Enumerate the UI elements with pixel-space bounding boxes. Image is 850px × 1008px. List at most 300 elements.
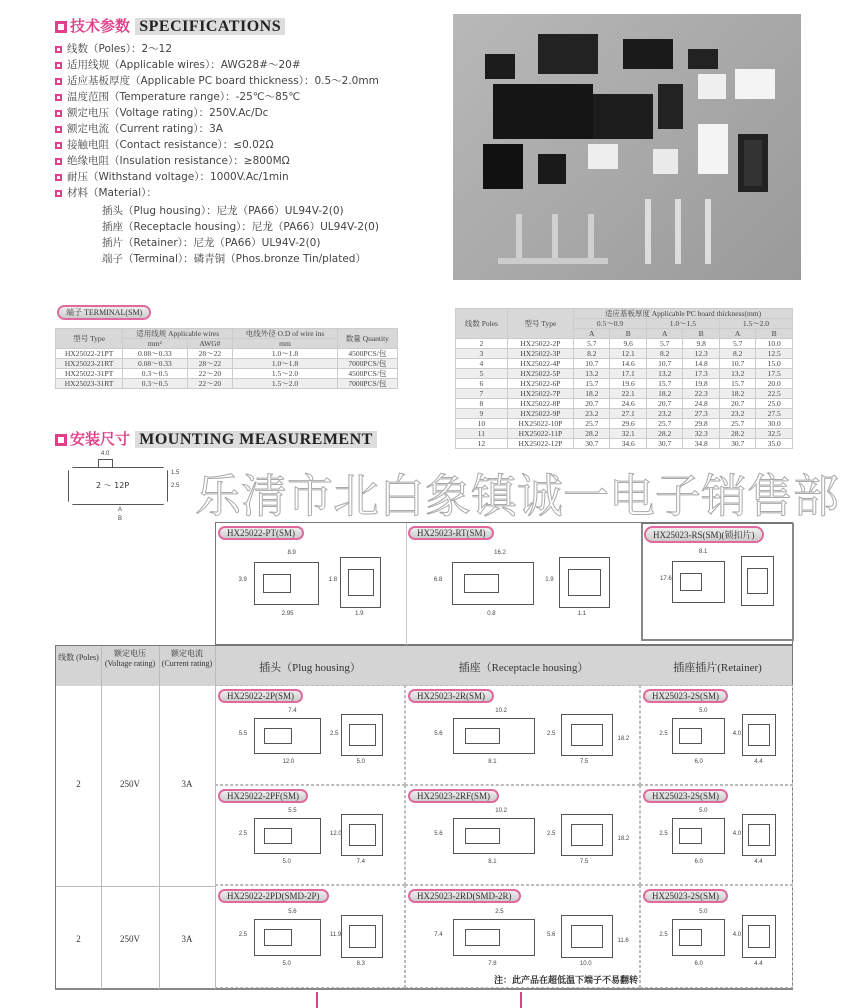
part-outline bbox=[264, 929, 293, 945]
arrow-marker bbox=[316, 992, 318, 1008]
table-row bbox=[56, 349, 398, 359]
table-cell: HX25022-21PT bbox=[56, 349, 123, 359]
table-cell: 5 bbox=[456, 369, 508, 379]
drawing-cell bbox=[405, 685, 640, 785]
table-cell: 1.0～1.8 bbox=[233, 349, 338, 359]
table-cell: 18.2 bbox=[719, 389, 755, 399]
dimension-label: 5.6 bbox=[434, 831, 443, 837]
dimension-label: 7.5 bbox=[579, 859, 589, 865]
dimension-label: 11.6 bbox=[617, 937, 629, 944]
table-cell: 23.2 bbox=[719, 409, 755, 419]
dimension-label: 16.2 bbox=[494, 549, 506, 556]
table-cell: 4 bbox=[456, 359, 508, 369]
table-cell: 30.7 bbox=[574, 439, 610, 449]
table-row bbox=[456, 349, 793, 359]
dimension-label: 7.4 bbox=[434, 932, 443, 939]
table-cell: 0.08～0.33 bbox=[123, 349, 187, 359]
table-cell: 29.6 bbox=[610, 419, 646, 429]
dimension-label: 7.4 bbox=[288, 708, 297, 714]
ab-header: A bbox=[646, 329, 682, 339]
dimension-label: 10.2 bbox=[495, 708, 507, 714]
table-cell: HX25022-8P bbox=[507, 399, 573, 409]
terminal-title: 端子 TERMINAL(SM) bbox=[57, 305, 151, 320]
part-outline bbox=[263, 574, 291, 593]
part-outline bbox=[571, 724, 604, 746]
table-cell: 12.3 bbox=[683, 349, 719, 359]
terminal-table bbox=[55, 328, 398, 389]
row-voltage: 250V bbox=[120, 934, 140, 944]
table-row bbox=[456, 429, 793, 439]
spec-text: 适用线规（Applicable wires）：AWG28#～20# bbox=[67, 59, 301, 71]
table-cell: 19.6 bbox=[610, 379, 646, 389]
part-outline bbox=[680, 573, 703, 592]
dimension-label: 4.0 bbox=[732, 731, 742, 737]
col-poles: 线数 Poles bbox=[456, 309, 508, 339]
thickness-range: 1.0～1.5 bbox=[646, 319, 719, 329]
drawing-cell bbox=[640, 685, 793, 785]
dim: A bbox=[118, 507, 123, 513]
square-bullet-icon bbox=[55, 190, 62, 197]
part-outline bbox=[465, 728, 500, 744]
table-cell: 15.0 bbox=[756, 359, 793, 369]
dimension-label: 1.1 bbox=[577, 611, 587, 618]
table-cell: HX25022-6P bbox=[507, 379, 573, 389]
square-bullet-icon bbox=[55, 174, 62, 181]
table-cell: 28.2 bbox=[574, 429, 610, 439]
spec-text: 额定电压（Voltage rating）：250V.Ac/Dc bbox=[67, 107, 269, 119]
ab-header: B bbox=[610, 329, 646, 339]
dimension-label: 7.8 bbox=[488, 961, 497, 968]
spec-item bbox=[55, 105, 268, 120]
table-cell: 19.8 bbox=[683, 379, 719, 389]
dimension-label: 17.6 bbox=[660, 576, 672, 583]
spec-text: 接触电阻（Contact resistance）：≤0.02Ω bbox=[67, 139, 274, 151]
watermark: 乐清市北白象镇诚一电子销售部 bbox=[195, 469, 839, 523]
table-row bbox=[456, 419, 793, 429]
table-cell: 34.6 bbox=[610, 439, 646, 449]
table-cell: 8.2 bbox=[646, 349, 682, 359]
table-cell: 35.0 bbox=[756, 439, 793, 449]
table-cell: 22.5 bbox=[756, 389, 793, 399]
col-voltage: 额定电压 (Voltage rating) bbox=[104, 649, 156, 668]
square-bullet-icon bbox=[55, 46, 62, 53]
dimension-label: 2.5 bbox=[659, 731, 668, 737]
row-voltage: 250V bbox=[120, 779, 140, 789]
table-cell: 10.0 bbox=[756, 339, 793, 349]
table-cell: 10.7 bbox=[719, 359, 755, 369]
col-thickness: 适应基板厚度 Applicable PC board thickness(mm) bbox=[574, 309, 793, 319]
part-label: HX25022-2PD(SMD-2P) bbox=[218, 889, 329, 903]
part-outline bbox=[465, 929, 500, 945]
specs-heading-cn: 技术参数 bbox=[70, 17, 131, 35]
dimension-label: 2.5 bbox=[495, 908, 504, 915]
table-cell: 0.3～0.5 bbox=[123, 379, 187, 389]
table-row bbox=[456, 379, 793, 389]
dimension-label: 7.5 bbox=[579, 759, 589, 765]
spec-item bbox=[55, 89, 300, 104]
table-cell: HX25022-9P bbox=[507, 409, 573, 419]
table-cell: 15.7 bbox=[574, 379, 610, 389]
part-outline bbox=[465, 828, 500, 844]
mounting-heading bbox=[55, 428, 377, 449]
dimension-label: 7.4 bbox=[356, 859, 365, 865]
mounting-heading-en: MOUNTING MEASUREMENT bbox=[135, 431, 377, 448]
table-cell: 22.1 bbox=[610, 389, 646, 399]
table-cell: 3 bbox=[456, 349, 508, 359]
part-outline bbox=[571, 925, 604, 948]
table-cell: 20.7 bbox=[719, 399, 755, 409]
table-cell: 28.2 bbox=[646, 429, 682, 439]
dimension-label: 8.1 bbox=[488, 759, 497, 765]
dimension-label: 5.5 bbox=[288, 808, 297, 814]
dimension-label: 12.0 bbox=[282, 759, 295, 765]
table-cell: HX25022-12P bbox=[507, 439, 573, 449]
dimension-label: 5.6 bbox=[547, 932, 556, 939]
spec-text: 温度范围（Temperature range）：-25℃～85℃ bbox=[67, 91, 301, 103]
dimension-label: 5.0 bbox=[356, 759, 365, 765]
material-item: 端子（Terminal）：磷青铜（Phos.bronze Tin/plated） bbox=[102, 253, 366, 265]
row-current: 3A bbox=[181, 779, 193, 789]
drawing-cell bbox=[216, 523, 404, 644]
table-cell: 12 bbox=[456, 439, 508, 449]
col-receptacle-housing: 插座（Receptacle housing） bbox=[458, 662, 589, 674]
table-cell: 17.3 bbox=[683, 369, 719, 379]
part-outline bbox=[349, 724, 376, 746]
table-cell: 0.3～0.5 bbox=[123, 369, 187, 379]
dimension-label: 3.9 bbox=[238, 577, 247, 584]
table-cell: 28.2 bbox=[719, 429, 755, 439]
table-cell: 25.7 bbox=[646, 419, 682, 429]
spec-item bbox=[55, 57, 301, 72]
arrow-marker bbox=[520, 992, 522, 1008]
part-outline bbox=[679, 728, 702, 744]
dimension-label: 5.0 bbox=[699, 908, 708, 915]
table-cell: 12.5 bbox=[756, 349, 793, 359]
table-cell: 20.7 bbox=[646, 399, 682, 409]
col-type: 型号 Type bbox=[507, 309, 573, 339]
note: 注：此产品在超低温下端子不易翻转 bbox=[494, 976, 639, 986]
table-cell: 28～22 bbox=[187, 359, 233, 369]
drawing-cell bbox=[215, 885, 405, 988]
part-outline bbox=[264, 728, 293, 744]
drawing-cell bbox=[405, 885, 640, 988]
table-cell: 13.2 bbox=[719, 369, 755, 379]
table-cell: HX25023-21RT bbox=[56, 359, 123, 369]
table-cell: 7 bbox=[456, 389, 508, 399]
dimension-label: 8.1 bbox=[488, 859, 497, 865]
table-row bbox=[456, 359, 793, 369]
col-mm2: mm² bbox=[123, 339, 187, 349]
table-cell: 28～22 bbox=[187, 349, 233, 359]
dimension-label: 2.5 bbox=[547, 831, 556, 837]
part-label: HX25022-2P(SM) bbox=[218, 689, 303, 703]
drawing-cell bbox=[215, 685, 405, 785]
spec-text: 适应基板厚度（Applicable PC board thickness）：0.5～2.0mm bbox=[67, 75, 379, 87]
part-label: HX25023-2RF(SM) bbox=[408, 789, 499, 803]
dimension-label: 2.95 bbox=[281, 611, 294, 618]
dimension-label: 18.2 bbox=[617, 736, 630, 742]
dimension-label: 6.0 bbox=[694, 859, 703, 865]
part-outline bbox=[264, 828, 293, 844]
part-label: HX25022-2PF(SM) bbox=[218, 789, 308, 803]
table-cell: 25.7 bbox=[719, 419, 755, 429]
square-bullet-icon bbox=[55, 94, 62, 101]
dimension-label: 4.4 bbox=[754, 961, 763, 968]
drawing-cell bbox=[405, 785, 640, 885]
table-cell: HX25022-4P bbox=[507, 359, 573, 369]
material-item: 插座（Receptacle housing）：尼龙（PA66）UL94V-2(0) bbox=[102, 221, 379, 233]
row-poles: 2 bbox=[76, 934, 81, 944]
col-awg: AWG# bbox=[187, 339, 233, 349]
material-item: 插片（Retainer）：尼龙（PA66）UL94V-2(0) bbox=[102, 237, 321, 249]
part-outline bbox=[464, 574, 499, 593]
table-cell: 32.5 bbox=[756, 429, 793, 439]
table-cell: HX25022-10P bbox=[507, 419, 573, 429]
dim: 1.5 bbox=[171, 470, 180, 476]
table-cell: 15.7 bbox=[719, 379, 755, 389]
table-cell: 34.8 bbox=[683, 439, 719, 449]
part-outline bbox=[748, 724, 769, 746]
spec-text: 绝缘电阻（Insulation resistance）：≥800MΩ bbox=[67, 155, 290, 167]
table-cell: 23.2 bbox=[574, 409, 610, 419]
ab-header: B bbox=[756, 329, 793, 339]
square-bullet-icon bbox=[55, 142, 62, 149]
table-cell: 10.7 bbox=[646, 359, 682, 369]
square-bullet-icon bbox=[55, 78, 62, 85]
table-cell: 20.0 bbox=[756, 379, 793, 389]
part-label: HX25023-2S(SM) bbox=[643, 789, 728, 803]
drawing-cell bbox=[215, 785, 405, 885]
table-cell: 0.08～0.33 bbox=[123, 359, 187, 369]
part-outline bbox=[679, 828, 702, 844]
part-outline bbox=[571, 824, 604, 846]
thickness-range: 0.5～0.9 bbox=[574, 319, 647, 329]
col-current: 额定电流 (Current rating) bbox=[161, 649, 213, 668]
dimension-label: 6.0 bbox=[694, 961, 703, 968]
square-bullet-icon bbox=[55, 62, 62, 69]
table-cell: 32.3 bbox=[683, 429, 719, 439]
dimension-label: 4.0 bbox=[732, 932, 742, 939]
dimension-label: 5.0 bbox=[699, 808, 708, 814]
table-cell: 15.7 bbox=[646, 379, 682, 389]
part-label: HX25023-RS(SM)(锁扣片) bbox=[644, 526, 764, 543]
dimension-label: 5.0 bbox=[282, 859, 291, 865]
dimension-label: 5.5 bbox=[238, 731, 248, 737]
dimension-label: 1.9 bbox=[355, 611, 364, 618]
dimension-label: 12.0 bbox=[330, 831, 342, 837]
square-bullet-icon bbox=[55, 110, 62, 117]
part-outline bbox=[747, 568, 768, 594]
product-photo bbox=[453, 14, 801, 280]
thickness-range: 1.5～2.0 bbox=[719, 319, 792, 329]
table-cell: 25.0 bbox=[756, 399, 793, 409]
table-cell: HX25022-7P bbox=[507, 389, 573, 399]
dim: 4.0 bbox=[101, 451, 110, 457]
table-cell: 30.0 bbox=[756, 419, 793, 429]
table-cell: 8.2 bbox=[574, 349, 610, 359]
dimension-label: 5.0 bbox=[699, 708, 708, 714]
dim: B bbox=[118, 516, 123, 522]
table-cell: 22～20 bbox=[187, 369, 233, 379]
drawing-cell bbox=[640, 885, 793, 988]
dimension-label: 11.9 bbox=[330, 932, 342, 939]
row-current: 3A bbox=[181, 934, 193, 944]
table-cell: HX25022-11P bbox=[507, 429, 573, 439]
table-cell: 5.7 bbox=[719, 339, 755, 349]
square-bullet-icon bbox=[55, 434, 67, 446]
dimension-label: 8.3 bbox=[356, 961, 365, 968]
dimension-label: 18.2 bbox=[617, 836, 630, 842]
part-label: HX25023-2RD(SMD-2R) bbox=[408, 889, 521, 903]
dimension-label: 2.5 bbox=[330, 731, 339, 737]
spec-item bbox=[55, 121, 223, 136]
table-cell: HX25022-5P bbox=[507, 369, 573, 379]
ab-header: A bbox=[719, 329, 755, 339]
dimension-label: 8.1 bbox=[699, 548, 708, 555]
col-type: 型号 Type bbox=[56, 329, 123, 349]
table-row bbox=[456, 399, 793, 409]
drawing-cell bbox=[406, 523, 638, 644]
table-cell: 13.2 bbox=[574, 369, 610, 379]
dimension-label: 5.6 bbox=[434, 731, 443, 737]
table-cell: 6 bbox=[456, 379, 508, 389]
dimension-label: 2.5 bbox=[547, 731, 556, 737]
table-cell: HX25023-31RT bbox=[56, 379, 123, 389]
table-cell: HX25022-3P bbox=[507, 349, 573, 359]
col-mm: mm bbox=[233, 339, 338, 349]
dimension-label: 1.9 bbox=[545, 577, 554, 584]
part-label: HX25023-RT(SM) bbox=[408, 526, 494, 540]
table-row bbox=[456, 439, 793, 449]
col-od: 电线外径 O.D of wire ins bbox=[233, 329, 338, 339]
table-cell: 5.7 bbox=[574, 339, 610, 349]
table-cell: 10 bbox=[456, 419, 508, 429]
square-bullet-icon bbox=[55, 21, 67, 33]
table-cell: 23.2 bbox=[646, 409, 682, 419]
part-outline bbox=[748, 925, 769, 948]
table-row bbox=[456, 339, 793, 349]
col-retainer: 插座插片(Retainer) bbox=[673, 662, 762, 674]
dim: 2.5 bbox=[171, 483, 180, 489]
pcb-thickness-table bbox=[455, 308, 793, 449]
table-cell: 24.6 bbox=[610, 399, 646, 409]
mounting-drawing bbox=[68, 451, 180, 525]
table-cell: 20.7 bbox=[574, 399, 610, 409]
table-cell: 9.8 bbox=[683, 339, 719, 349]
table-cell: HX25022-31PT bbox=[56, 369, 123, 379]
table-cell: 17.5 bbox=[756, 369, 793, 379]
poles-range-label: 2 ～ 12P bbox=[96, 481, 130, 490]
square-bullet-icon bbox=[55, 126, 62, 133]
dimension-label: 10.0 bbox=[579, 961, 592, 968]
table-row bbox=[456, 409, 793, 419]
part-outline bbox=[748, 824, 769, 846]
dimension-label: 4.0 bbox=[732, 831, 742, 837]
dimension-label: 10.2 bbox=[495, 808, 507, 814]
drawing-cell bbox=[640, 785, 793, 885]
table-cell: 32.1 bbox=[610, 429, 646, 439]
part-label: HX25023-2S(SM) bbox=[643, 889, 728, 903]
table-cell: 29.8 bbox=[683, 419, 719, 429]
part-outline bbox=[679, 929, 702, 945]
table-cell: 22.3 bbox=[683, 389, 719, 399]
square-bullet-icon bbox=[55, 158, 62, 165]
table-row bbox=[456, 389, 793, 399]
table-cell: 25.7 bbox=[574, 419, 610, 429]
part-outline bbox=[568, 569, 600, 596]
part-label: HX25023-2S(SM) bbox=[643, 689, 728, 703]
table-cell: 30.7 bbox=[646, 439, 682, 449]
table-cell: 17.1 bbox=[610, 369, 646, 379]
table-cell: 12.1 bbox=[610, 349, 646, 359]
spec-text: 材料（Material）： bbox=[67, 187, 157, 199]
table-cell: 1.5～2.0 bbox=[233, 369, 338, 379]
part-label: HX25023-2R(SM) bbox=[408, 689, 494, 703]
table-cell: 9.6 bbox=[610, 339, 646, 349]
table-cell: HX25022-2P bbox=[507, 339, 573, 349]
dimension-label: 6.8 bbox=[433, 577, 443, 584]
table-cell: 7000PCS/包 bbox=[337, 359, 397, 369]
dimension-label: 2.5 bbox=[659, 831, 668, 837]
dimension-label: 8.9 bbox=[287, 549, 296, 556]
table-cell: 9 bbox=[456, 409, 508, 419]
spec-item bbox=[55, 73, 379, 88]
spec-text: 耐压（Withstand voltage）：1000V.Ac/1min bbox=[67, 171, 289, 183]
table-cell: 8 bbox=[456, 399, 508, 409]
col-plug-housing: 插头（Plug housing） bbox=[259, 662, 361, 674]
spec-item bbox=[55, 153, 290, 168]
mounting-heading-cn: 安装尺寸 bbox=[70, 430, 131, 448]
row-poles: 2 bbox=[76, 779, 81, 789]
table-cell: 1.5～2.0 bbox=[233, 379, 338, 389]
material-item: 插头（Plug housing）：尼龙（PA66）UL94V-2(0) bbox=[102, 205, 344, 217]
table-cell: 1.0～1.8 bbox=[233, 359, 338, 369]
dimension-label: 4.4 bbox=[754, 759, 763, 765]
dimension-label: 5.0 bbox=[282, 961, 291, 968]
drawing-cell bbox=[642, 523, 792, 641]
ab-header: A bbox=[574, 329, 610, 339]
dimension-label: 4.4 bbox=[754, 859, 763, 865]
dimension-label: 6.0 bbox=[694, 759, 703, 765]
table-cell: 8.2 bbox=[719, 349, 755, 359]
dimension-label: 1.8 bbox=[328, 577, 338, 584]
table-cell: 24.8 bbox=[683, 399, 719, 409]
part-outline bbox=[349, 824, 376, 846]
table-cell: 18.2 bbox=[574, 389, 610, 399]
part-label: HX25022-PT(SM) bbox=[218, 526, 304, 540]
table-cell: 27.3 bbox=[683, 409, 719, 419]
table-cell: 18.2 bbox=[646, 389, 682, 399]
spec-item bbox=[55, 169, 289, 184]
table-cell: 4500PCS/包 bbox=[337, 369, 397, 379]
table-cell: 4500PCS/包 bbox=[337, 349, 397, 359]
table-cell: 22～20 bbox=[187, 379, 233, 389]
part-outline bbox=[348, 569, 374, 596]
table-cell: 2 bbox=[456, 339, 508, 349]
dimension-label: 5.6 bbox=[288, 908, 297, 915]
table-cell: 13.2 bbox=[646, 369, 682, 379]
col-poles: 线数 (Poles) bbox=[58, 653, 99, 662]
spec-text: 线数（Poles）：2～12 bbox=[67, 43, 173, 55]
spec-item bbox=[55, 137, 273, 152]
col-wires: 适用线规 Applicable wires bbox=[123, 329, 233, 339]
table-row bbox=[56, 369, 398, 379]
table-cell: 10.7 bbox=[574, 359, 610, 369]
table-cell: 27.5 bbox=[756, 409, 793, 419]
table-cell: 30.7 bbox=[719, 439, 755, 449]
specs-heading bbox=[55, 15, 285, 36]
dimension-label: 2.5 bbox=[659, 932, 668, 939]
